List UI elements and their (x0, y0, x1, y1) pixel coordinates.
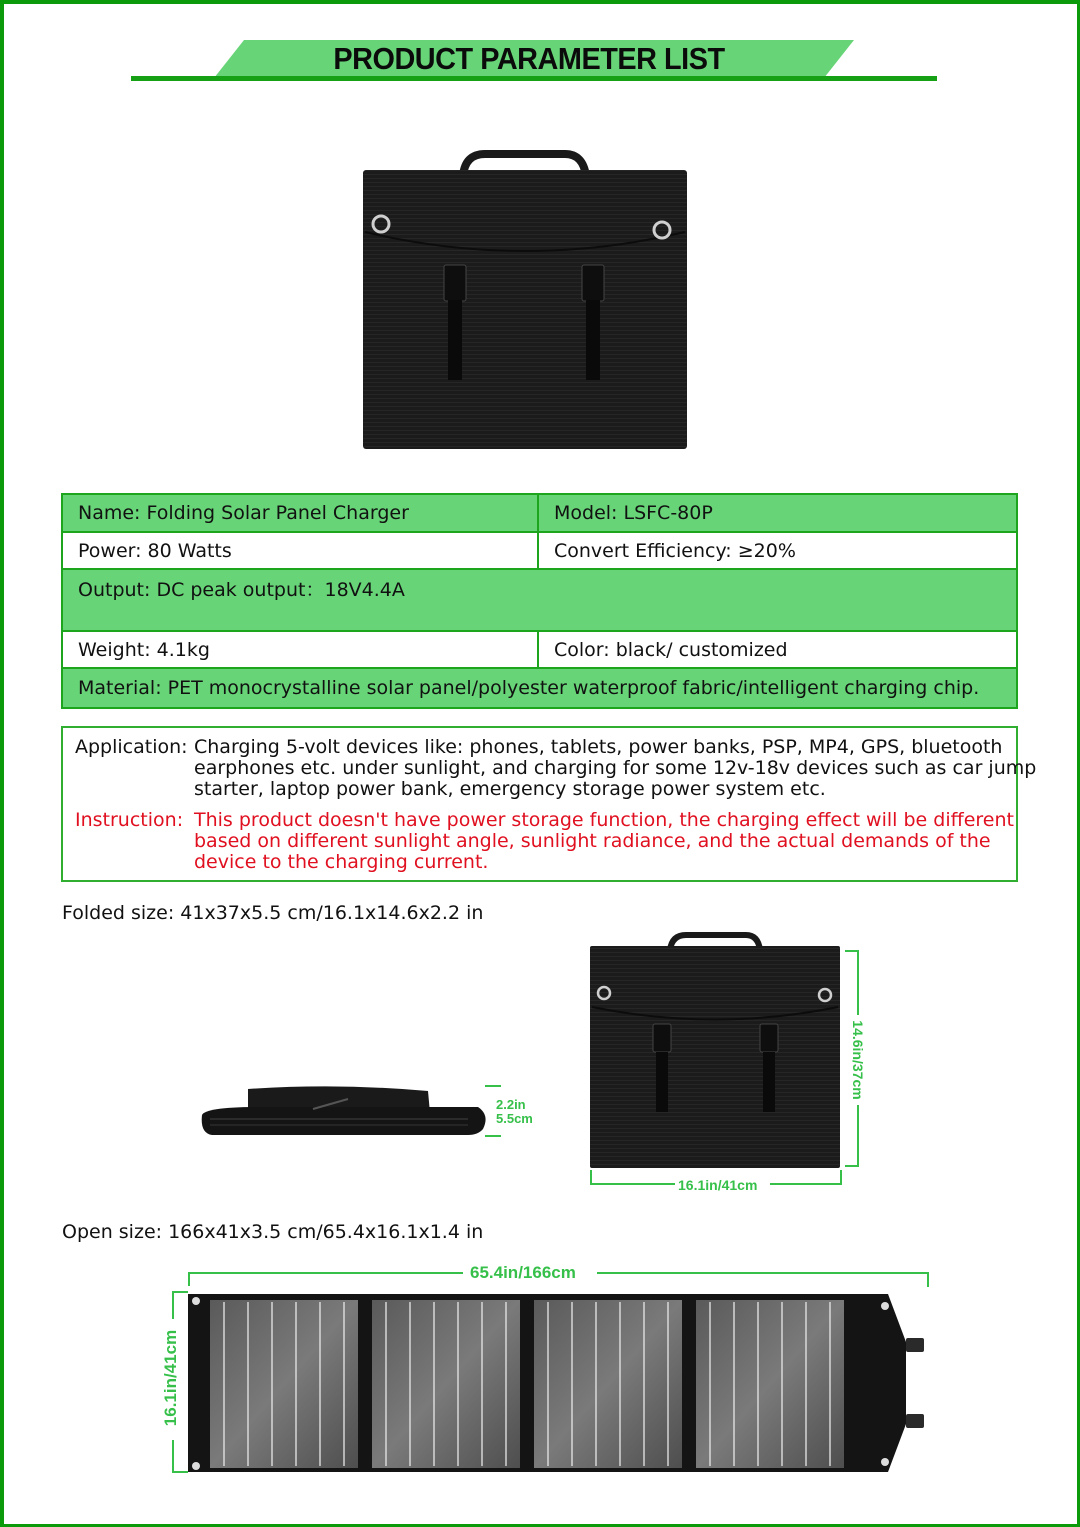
product-image-open-panel (188, 1292, 928, 1474)
spec-table (61, 493, 1018, 709)
application-line: starter, laptop power bank, emergency storage power system etc. (194, 778, 826, 800)
application-label: Application: (75, 736, 188, 758)
spec-weight: Weight: 4.1kg (63, 632, 539, 667)
instruction-label: Instruction: (75, 809, 184, 831)
spec-model: Model: LSFC-80P (554, 502, 713, 524)
dimension-line (770, 1183, 842, 1185)
instruction-line: based on different sunlight angle, sunlight radiance, and the actual demands of the (194, 830, 991, 852)
dimension-line (172, 1440, 174, 1473)
spec-row (63, 495, 1016, 531)
spec-output: Output: DC peak output：18V4.4A (78, 579, 405, 601)
page-title: PRODUCT PARAMETER LIST (333, 41, 725, 76)
folded-width-label: 16.1in/41cm (678, 1177, 758, 1193)
dimension-tick (590, 1170, 592, 1184)
folded-height-label: 14.6in/37cm (850, 1020, 866, 1100)
dimension-line (590, 1183, 675, 1185)
product-image-folded-front (588, 932, 842, 1170)
dimension-line (172, 1291, 174, 1319)
spec-color: Color: black/ customized (554, 638, 788, 661)
dimension-tick (172, 1291, 188, 1293)
spec-row (63, 531, 1016, 568)
folded-size-caption: Folded size: 41x37x5.5 cm/16.1x14.6x2.2 in (62, 902, 484, 924)
dimension-tick (485, 1135, 501, 1137)
application-line: Charging 5-volt devices like: phones, tablets, power banks, PSP, MP4, GPS, bluetooth (194, 736, 1003, 758)
application-line: earphones etc. under sunlight, and charging for some 12v-18v devices such as car jump (194, 757, 1037, 779)
spec-material: Material: PET monocrystalline solar panel/polyester waterproof fabric/intelligent charging chip. (78, 677, 980, 699)
spec-row (63, 568, 1016, 630)
spec-row (63, 667, 1016, 707)
dimension-tick (840, 1170, 842, 1184)
open-size-caption: Open size: 166x41x3.5 cm/65.4x16.1x1.4 in (62, 1221, 484, 1243)
dimension-tick (172, 1471, 188, 1473)
instruction-line: This product doesn't have power storage function, the charging effect will be different (194, 809, 1014, 831)
dimension-line (597, 1272, 929, 1274)
spec-power: Power: 80 Watts (63, 533, 539, 568)
folded-thickness-cm: 5.5cm (496, 1111, 533, 1126)
spec-efficiency: Convert Efficiency: ≥20% (554, 539, 796, 562)
spec-name: Name: Folding Solar Panel Charger (63, 495, 539, 531)
spec-row (63, 630, 1016, 667)
open-height-label: 16.1in/41cm (161, 1329, 180, 1427)
dimension-tick (927, 1272, 929, 1287)
folded-thickness-in: 2.2in (496, 1097, 526, 1112)
dimension-line (188, 1272, 463, 1274)
product-image-folded-bag (360, 150, 690, 452)
dimension-tick (188, 1272, 190, 1286)
open-length-label: 65.4in/166cm (470, 1263, 576, 1282)
instruction-line: device to the charging current. (194, 851, 489, 873)
product-image-folded-side (198, 1085, 488, 1137)
dimension-tick (845, 1165, 859, 1167)
dimension-tick (485, 1085, 501, 1087)
application-box (61, 726, 1037, 882)
